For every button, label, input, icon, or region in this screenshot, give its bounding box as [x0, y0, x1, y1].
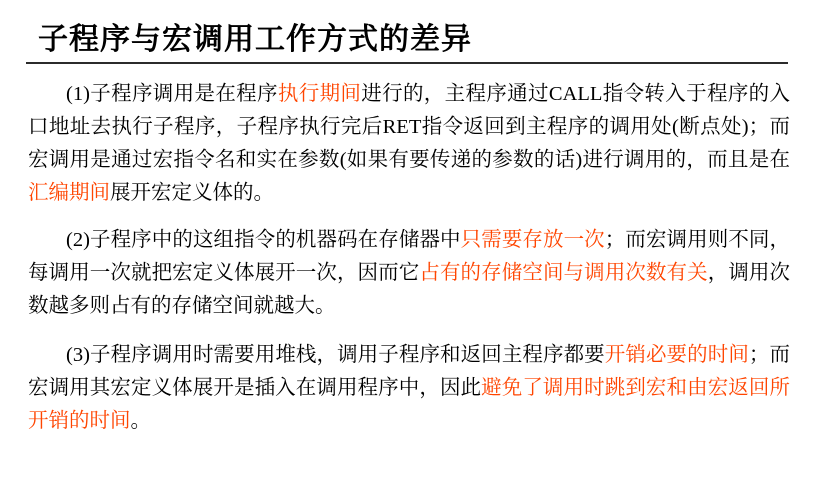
text-run: 展开宏定义体的。 [110, 182, 274, 204]
text-run: 。 [130, 410, 151, 432]
highlight-run: 占有的存储空间与调用次数有关 [419, 262, 708, 284]
paragraph-2 [28, 224, 790, 323]
highlight-run: 只需要存放一次 [460, 229, 605, 251]
highlight-run: 开销必要的时间 [604, 344, 749, 366]
paragraph-3 [28, 339, 790, 438]
text-run: (3)子程序调用时需要用堆栈，调用子程序和返回主程序都要 [66, 344, 605, 366]
text-run: (2)子程序中的这组指令的机器码在存储器中 [66, 229, 461, 251]
highlight-run: 执行期间 [277, 83, 362, 105]
highlight-run: 避免了调用时跳到宏和由宏返回所开销的时间 [28, 377, 791, 432]
text-run: ；而宏调用则不同，每调用一次就把宏定义体展开一次，因而它 [28, 229, 791, 284]
highlight-run: 汇编期间 [28, 182, 110, 204]
slide-body [28, 78, 790, 438]
title-divider [26, 62, 788, 64]
page-title: 子程序与宏调用工作方式的差异 [38, 23, 472, 56]
paragraph-1 [28, 78, 790, 210]
text-run: (1)子程序调用是在程序 [66, 83, 278, 105]
text-run: ；而宏调用其宏定义体展开是插入在调用程序中，因此 [28, 344, 791, 399]
text-run: 进行的，主程序通过CALL指令转入于程序的入口地址去执行子程序，子程序执行完后RET指令返回到主程序的调用处(断点处)；而宏调用是通过宏指令名和实在参数(如果有要传递的参数的话)进行调用的，而且是在 [28, 83, 791, 171]
text-run: ，调用次数越多则占有的存储空间就越大。 [28, 262, 791, 317]
